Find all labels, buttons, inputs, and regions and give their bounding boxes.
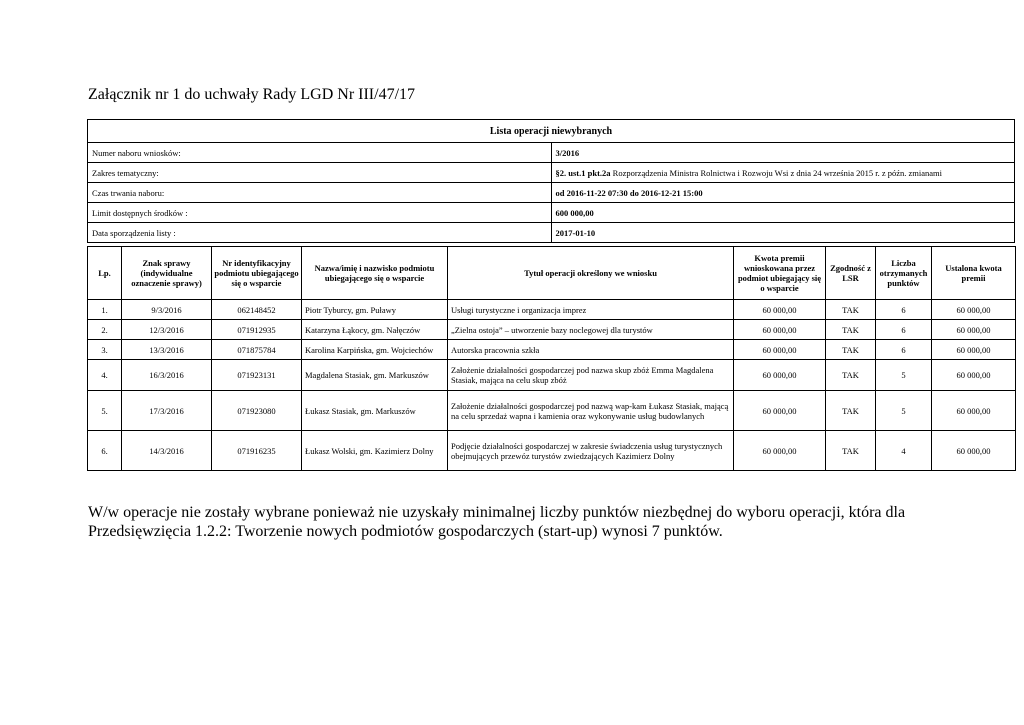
cell-operation-title: Podjęcie działalności gospodarczej w zakresie świadczenia usług turystycznych obejmujących przewóz turystów zwiedzających Kazimierz Dolny xyxy=(448,431,734,471)
meta-value-bold: §2. ust.1 pkt.2a xyxy=(555,167,611,178)
cell-lp: 6. xyxy=(88,431,122,471)
cell-points: 4 xyxy=(876,431,932,471)
meta-value xyxy=(551,203,1015,223)
cell-established-amount: 60 000,00 xyxy=(932,431,1016,471)
application-info-table xyxy=(87,119,1015,243)
table-row xyxy=(88,340,1016,360)
cell-applicant-name: Łukasz Stasiak, gm. Markuszów xyxy=(302,391,448,431)
header-requested-amount: Kwota premii wnioskowana przez podmiot ubiegający się o wsparcie xyxy=(734,247,826,300)
meta-value xyxy=(551,183,1015,203)
cell-operation-title: Założenie działalności gospodarczej pod nazwą wap-kam Łukasz Stasiak, mającą na celu sprzedaż wapna i kamienia oraz wykonywanie usług budowlanych xyxy=(448,391,734,431)
table-row xyxy=(88,320,1016,340)
meta-row xyxy=(88,183,1015,203)
cell-points: 5 xyxy=(876,391,932,431)
cell-requested-amount: 60 000,00 xyxy=(734,360,826,391)
cell-id-number: 071912935 xyxy=(212,320,302,340)
table-row xyxy=(88,360,1016,391)
cell-established-amount: 60 000,00 xyxy=(932,360,1016,391)
meta-row xyxy=(88,223,1015,243)
cell-established-amount: 60 000,00 xyxy=(932,340,1016,360)
cell-lp: 4. xyxy=(88,360,122,391)
cell-established-amount: 60 000,00 xyxy=(932,300,1016,320)
table-title-row xyxy=(88,120,1015,143)
cell-case-number: 17/3/2016 xyxy=(122,391,212,431)
meta-value-rest: Rozporządzenia Ministra Rolnictwa i Rozwoju Wsi z dnia 24 września 2015 r. z późn. zmianami xyxy=(610,167,943,178)
meta-row xyxy=(88,143,1015,163)
cell-lp: 1. xyxy=(88,300,122,320)
cell-case-number: 16/3/2016 xyxy=(122,360,212,391)
cell-applicant-name: Karolina Karpińska, gm. Wojciechów xyxy=(302,340,448,360)
cell-applicant-name: Łukasz Wolski, gm. Kazimierz Dolny xyxy=(302,431,448,471)
cell-applicant-name: Katarzyna Łąkocy, gm. Nałęczów xyxy=(302,320,448,340)
table-row xyxy=(88,300,1016,320)
cell-lsr-compliance: TAK xyxy=(826,300,876,320)
cell-established-amount: 60 000,00 xyxy=(932,391,1016,431)
cell-case-number: 13/3/2016 xyxy=(122,340,212,360)
cell-lsr-compliance: TAK xyxy=(826,340,876,360)
cell-requested-amount: 60 000,00 xyxy=(734,391,826,431)
cell-id-number: 071923080 xyxy=(212,391,302,431)
meta-row xyxy=(88,163,1015,183)
meta-value-bold: 600 000,00 xyxy=(555,207,594,218)
meta-value xyxy=(551,223,1015,243)
meta-label: Data sporządzenia listy : xyxy=(88,223,552,243)
cell-applicant-name: Piotr Tyburcy, gm. Puławy xyxy=(302,300,448,320)
document-title: Załącznik nr 1 do uchwały Rady LGD Nr III/47/17 xyxy=(88,86,416,103)
cell-requested-amount: 60 000,00 xyxy=(734,300,826,320)
cell-lp: 3. xyxy=(88,340,122,360)
cell-id-number: 071923131 xyxy=(212,360,302,391)
meta-label: Numer naboru wniosków: xyxy=(88,143,552,163)
cell-case-number: 12/3/2016 xyxy=(122,320,212,340)
cell-established-amount: 60 000,00 xyxy=(932,320,1016,340)
cell-lsr-compliance: TAK xyxy=(826,360,876,391)
header-lp: Lp. xyxy=(88,247,122,300)
meta-label: Zakres tematyczny: xyxy=(88,163,552,183)
cell-applicant-name: Magdalena Stasiak, gm. Markuszów xyxy=(302,360,448,391)
cell-operation-title: „Zielna ostoja” – utworzenie bazy noclegowej dla turystów xyxy=(448,320,734,340)
header-row xyxy=(88,247,1016,300)
cell-id-number: 071916235 xyxy=(212,431,302,471)
header-case-number: Znak sprawy (indywidualne oznaczenie sprawy) xyxy=(122,247,212,300)
header-established-amount: Ustalona kwota premii xyxy=(932,247,1016,300)
cell-operation-title: Autorska pracownia szkła xyxy=(448,340,734,360)
cell-id-number: 071875784 xyxy=(212,340,302,360)
meta-label: Limit dostępnych środków : xyxy=(88,203,552,223)
cell-operation-title: Założenie działalności gospodarczej pod nazwa skup zbóż Emma Magdalena Stasiak, mająca na celu skup zbóż xyxy=(448,360,734,391)
meta-value-bold: 3/2016 xyxy=(555,147,580,158)
cell-lsr-compliance: TAK xyxy=(826,431,876,471)
cell-lsr-compliance: TAK xyxy=(826,320,876,340)
rejected-operations-table xyxy=(87,246,1016,471)
cell-operation-title: Usługi turystyczne i organizacja imprez xyxy=(448,300,734,320)
cell-lp: 2. xyxy=(88,320,122,340)
cell-requested-amount: 60 000,00 xyxy=(734,340,826,360)
header-applicant-name: Nazwa/imię i nazwisko podmiotu ubiegającego się o wsparcie xyxy=(302,247,448,300)
meta-value-bold: 2017-01-10 xyxy=(555,227,596,238)
cell-id-number: 062148452 xyxy=(212,300,302,320)
header-lsr-compliance: Zgodność z LSR xyxy=(826,247,876,300)
meta-label: Czas trwania naboru: xyxy=(88,183,552,203)
header-operation-title: Tytuł operacji określony we wniosku xyxy=(448,247,734,300)
cell-requested-amount: 60 000,00 xyxy=(734,431,826,471)
header-points: Liczba otrzymanych punktów xyxy=(876,247,932,300)
meta-value-bold: od 2016-11-22 07:30 do 2016-12-21 15:00 xyxy=(555,187,703,198)
meta-value xyxy=(551,143,1015,163)
cell-points: 6 xyxy=(876,320,932,340)
table-title: Lista operacji niewybranych xyxy=(88,120,1015,143)
header-id-number: Nr identyfikacyjny podmiotu ubiegającego się o wsparcie xyxy=(212,247,302,300)
cell-points: 6 xyxy=(876,340,932,360)
cell-points: 6 xyxy=(876,300,932,320)
meta-row xyxy=(88,203,1015,223)
cell-lsr-compliance: TAK xyxy=(826,391,876,431)
cell-points: 5 xyxy=(876,360,932,391)
cell-case-number: 14/3/2016 xyxy=(122,431,212,471)
cell-case-number: 9/3/2016 xyxy=(122,300,212,320)
cell-requested-amount: 60 000,00 xyxy=(734,320,826,340)
meta-value xyxy=(551,163,1015,183)
table-row xyxy=(88,431,1016,471)
footnote-text: W/w operacje nie zostały wybrane ponieważ nie uzyskały minimalnej liczby punktów niezbędnej do wyboru operacji, która dla Przedsięwzięcia 1.2.2: Tworzenie nowych podmiotów gospodarczych (start-up) wynosi 7 punktów. xyxy=(88,504,906,540)
cell-lp: 5. xyxy=(88,391,122,431)
table-row xyxy=(88,391,1016,431)
